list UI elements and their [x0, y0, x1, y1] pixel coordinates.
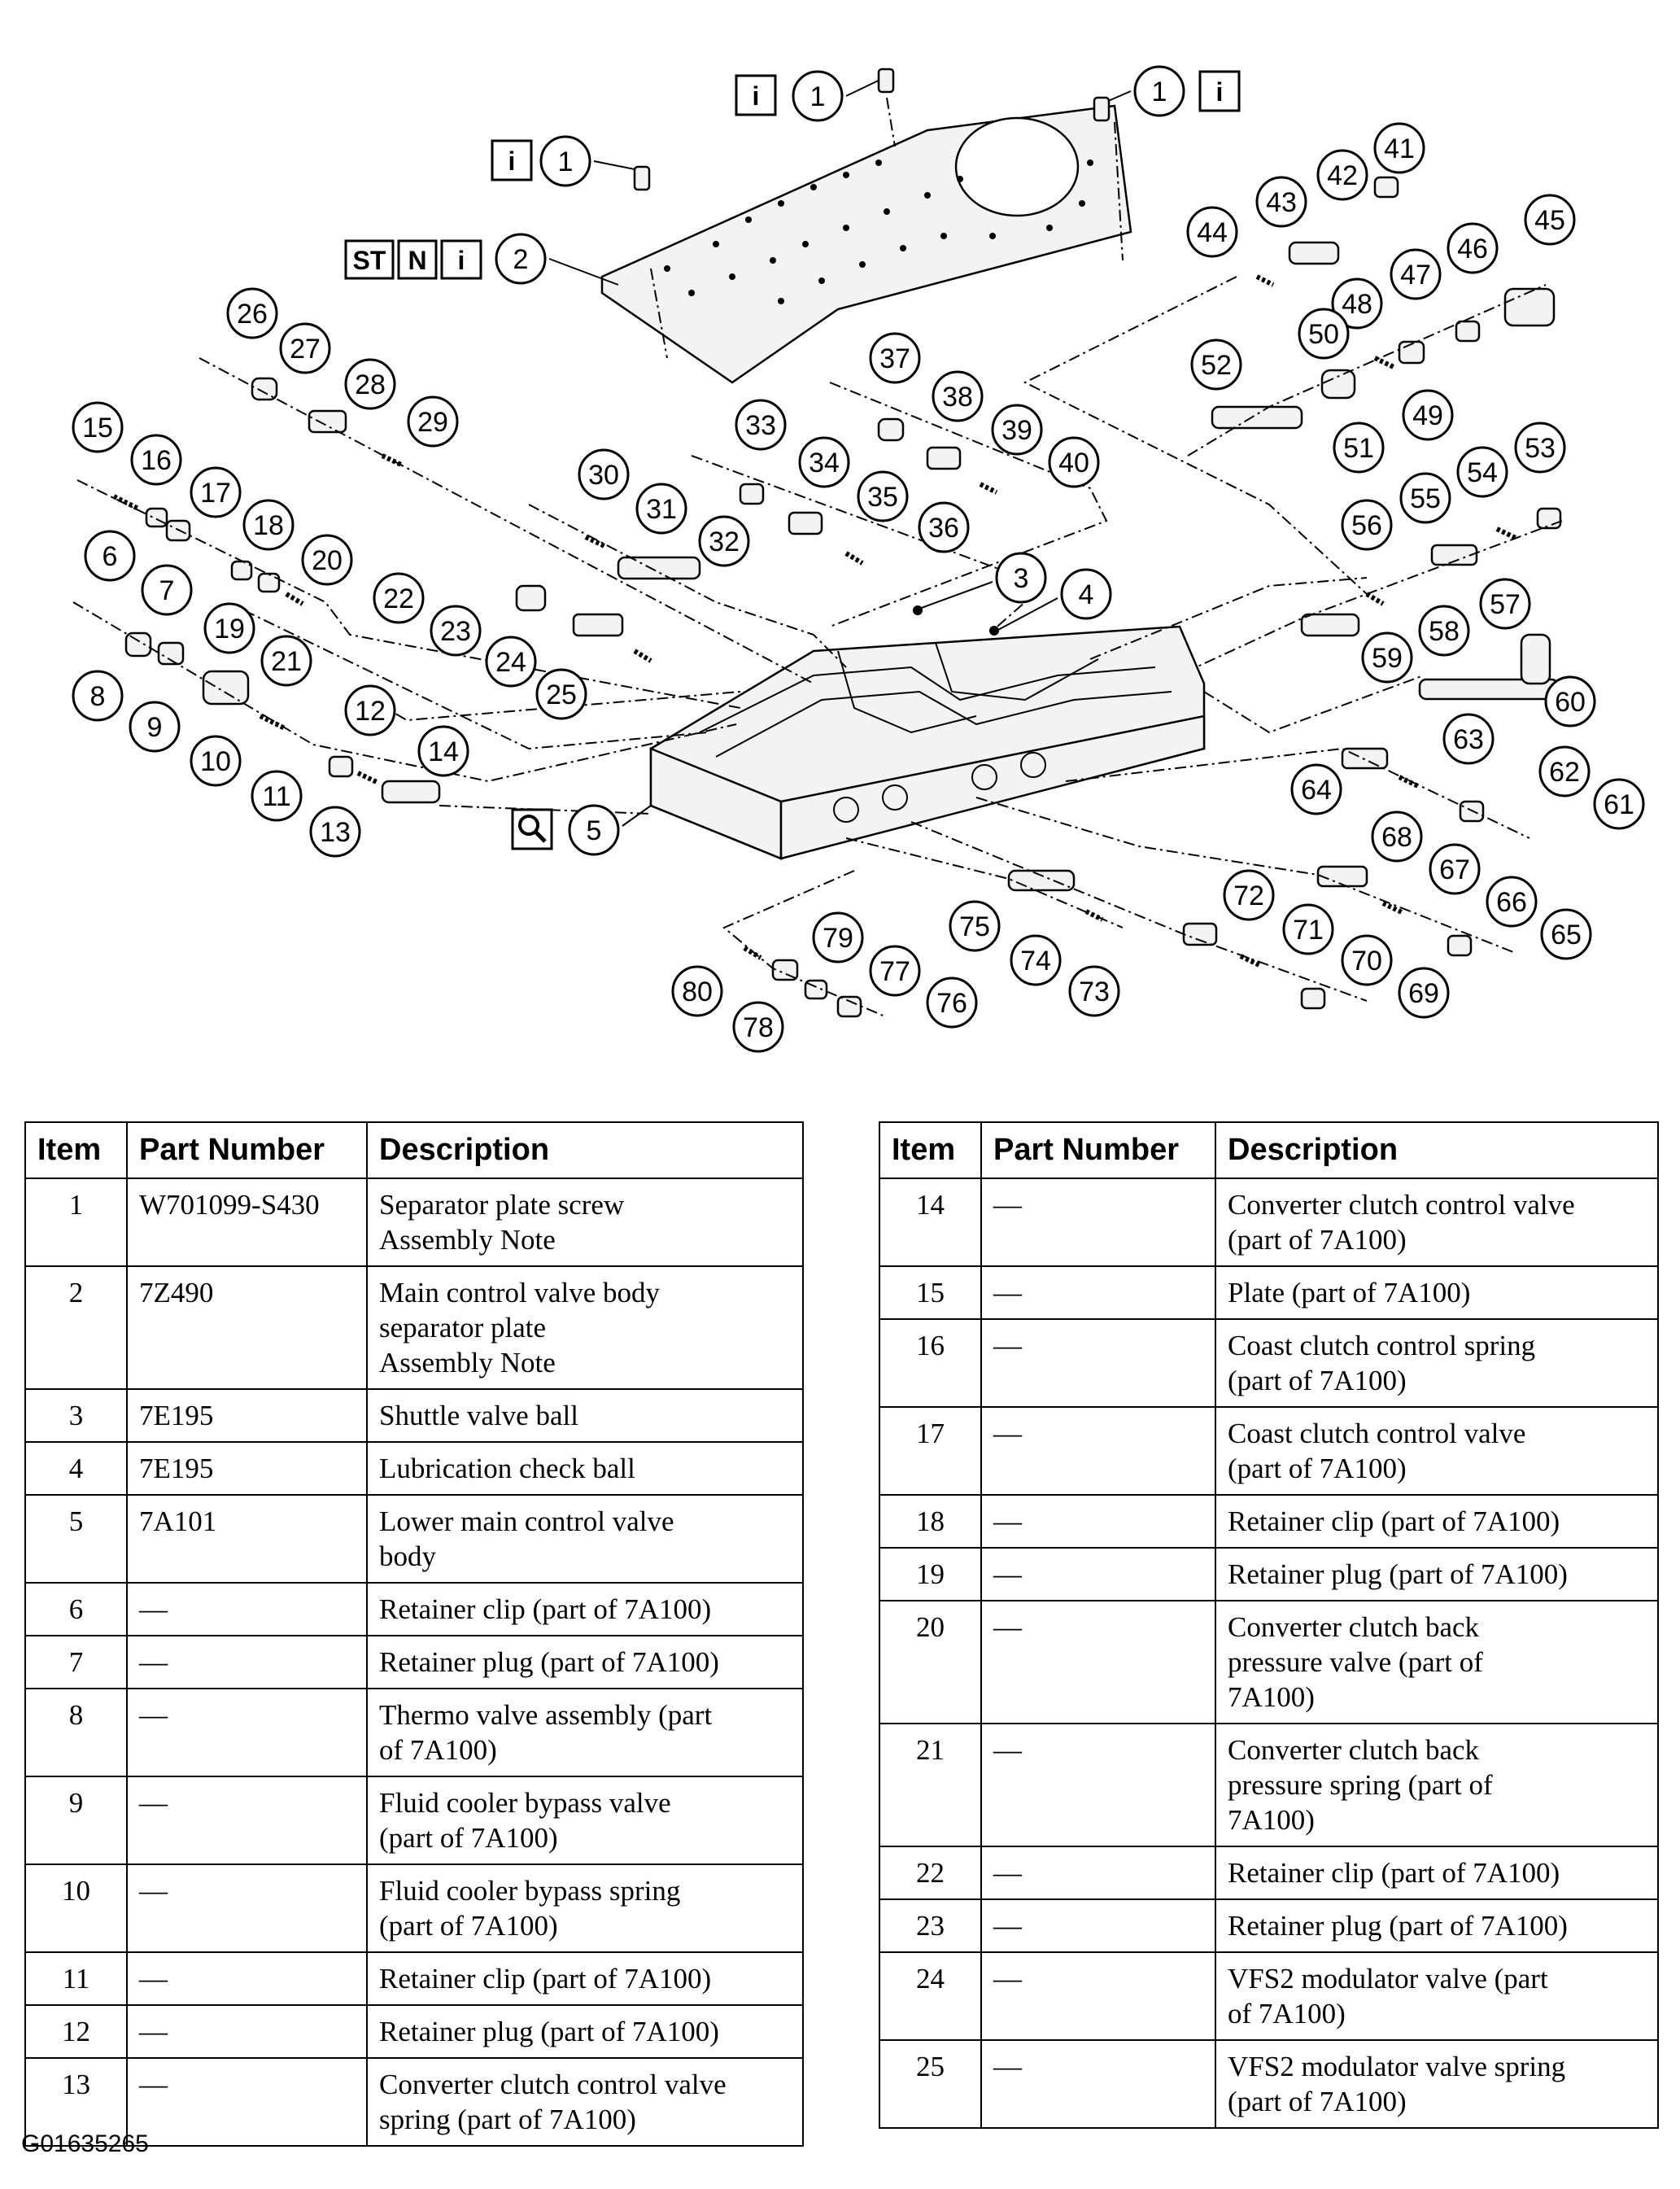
header-part-number: Part Number [127, 1122, 367, 1178]
part-number: — [981, 1548, 1215, 1601]
lubrication-check-ball [989, 626, 999, 636]
description: Main control valve body separator plate Assembly Note [367, 1266, 803, 1389]
svg-text:N: N [408, 246, 427, 275]
callout-60 [1546, 677, 1595, 726]
callout-35 [858, 472, 907, 521]
callout-67 [1430, 845, 1479, 894]
parts-table-left [24, 1121, 804, 2147]
svg-text:1: 1 [1151, 76, 1167, 107]
part-number: — [981, 1724, 1215, 1846]
parts-table-right [879, 1121, 1659, 2129]
callout-30 [579, 450, 628, 499]
svg-text:79: 79 [823, 923, 853, 954]
table-row [25, 1178, 803, 1266]
callout-41 [1375, 124, 1424, 173]
callout-44 [1188, 208, 1237, 256]
svg-text:38: 38 [942, 382, 973, 413]
description: Retainer clip (part of 7A100) [367, 1952, 803, 2005]
svg-text:22: 22 [383, 583, 414, 614]
description: Fluid cooler bypass valve (part of 7A100) [367, 1776, 803, 1864]
callout-32 [700, 517, 748, 566]
svg-text:45: 45 [1534, 205, 1565, 236]
svg-text:44: 44 [1197, 217, 1228, 248]
svg-text:36: 36 [928, 513, 959, 544]
callout-13 [311, 807, 360, 856]
callout-78 [734, 1003, 783, 1051]
callout-55 [1401, 474, 1450, 522]
table-row [879, 1495, 1658, 1548]
table-row [25, 2005, 803, 2058]
part-number: W701099-S430 [127, 1178, 367, 1266]
description: Coast clutch control spring (part of 7A100) [1215, 1319, 1658, 1407]
callout-51 [1334, 423, 1383, 472]
svg-text:70: 70 [1351, 946, 1382, 977]
svg-text:72: 72 [1233, 880, 1264, 911]
item-number: 18 [879, 1495, 981, 1548]
svg-text:30: 30 [588, 460, 619, 491]
part-number: — [981, 1407, 1215, 1495]
description: Plate (part of 7A100) [1215, 1266, 1658, 1319]
item-number: 16 [879, 1319, 981, 1407]
callout-49 [1403, 391, 1452, 439]
callout-61 [1595, 780, 1643, 828]
item-number: 6 [25, 1583, 127, 1636]
description: Retainer clip (part of 7A100) [367, 1583, 803, 1636]
part-number: — [981, 1266, 1215, 1319]
table-row [879, 1407, 1658, 1495]
item-number: 9 [25, 1776, 127, 1864]
callout-8 [73, 671, 122, 720]
description: Retainer plug (part of 7A100) [367, 1636, 803, 1689]
callout-22 [374, 574, 423, 623]
table-row [879, 1846, 1658, 1899]
item-number: 23 [879, 1899, 981, 1952]
item-number: 2 [25, 1266, 127, 1389]
part-number: — [127, 1952, 367, 2005]
description: Converter clutch control valve (part of 7A100) [1215, 1178, 1658, 1266]
table-body [25, 1178, 803, 2146]
callout-79 [814, 913, 862, 962]
assembly-note-icon[interactable] [492, 141, 531, 180]
callout-62 [1540, 747, 1589, 796]
table-row [879, 1266, 1658, 1319]
part-number: 7A101 [127, 1495, 367, 1583]
item-number: 4 [25, 1442, 127, 1495]
part-number: 7E195 [127, 1389, 367, 1442]
svg-text:73: 73 [1079, 977, 1110, 1007]
svg-text:21: 21 [271, 646, 302, 677]
callout-65 [1542, 910, 1591, 959]
svg-text:4: 4 [1078, 579, 1094, 610]
callout-50 [1299, 309, 1348, 358]
assembly-note-icon[interactable] [442, 241, 481, 278]
svg-text:11: 11 [262, 781, 291, 812]
assembly-note-icon[interactable] [1200, 72, 1239, 111]
description: Thermo valve assembly (part of 7A100) [367, 1689, 803, 1776]
table-row [25, 1776, 803, 1864]
svg-text:66: 66 [1496, 887, 1527, 918]
item-number: 8 [25, 1689, 127, 1776]
part-number: 7Z490 [127, 1266, 367, 1389]
svg-text:31: 31 [646, 494, 677, 525]
description: Retainer plug (part of 7A100) [1215, 1899, 1658, 1952]
svg-text:9: 9 [146, 712, 163, 743]
table-row [25, 1583, 803, 1636]
table-row [25, 1389, 803, 1442]
part-number: — [981, 1846, 1215, 1899]
callout-75 [950, 902, 999, 950]
callout-56 [1342, 500, 1391, 549]
table-row [25, 1952, 803, 2005]
table-row [879, 1724, 1658, 1846]
callout-54 [1458, 448, 1507, 496]
svg-text:33: 33 [745, 410, 776, 441]
svg-text:74: 74 [1020, 946, 1051, 977]
callout-29 [408, 397, 457, 446]
item-number: 12 [25, 2005, 127, 2058]
callout-3 [997, 553, 1045, 602]
callout-52 [1192, 340, 1241, 389]
callout-42 [1318, 151, 1367, 199]
callout-70 [1342, 936, 1391, 985]
callout-21 [262, 636, 311, 685]
item-number: 20 [879, 1601, 981, 1724]
description: Converter clutch control valve spring (part of 7A100) [367, 2058, 803, 2146]
table-header-row [25, 1122, 803, 1178]
part-number: — [981, 1495, 1215, 1548]
svg-text:ST: ST [352, 246, 386, 275]
description: Retainer clip (part of 7A100) [1215, 1495, 1658, 1548]
header-item: Item [879, 1122, 981, 1178]
callout-66 [1487, 877, 1536, 926]
callout-14 [419, 727, 468, 776]
callout-23 [431, 606, 480, 655]
svg-text:i: i [1215, 77, 1224, 107]
svg-text:76: 76 [936, 988, 967, 1019]
item-number: 22 [879, 1846, 981, 1899]
svg-text:63: 63 [1453, 724, 1484, 755]
svg-text:10: 10 [200, 746, 231, 777]
item-number: 5 [25, 1495, 127, 1583]
table-row [879, 1952, 1658, 2040]
header-description: Description [367, 1122, 803, 1178]
item-number: 11 [25, 1952, 127, 2005]
svg-text:69: 69 [1408, 978, 1439, 1009]
shuttle-valve-ball [913, 605, 923, 615]
table-row [25, 1442, 803, 1495]
svg-text:42: 42 [1327, 160, 1358, 191]
svg-text:50: 50 [1308, 319, 1339, 350]
part-number: — [981, 1601, 1215, 1724]
assembly-note-icon[interactable] [736, 76, 775, 115]
description: Converter clutch back pressure valve (part of 7A100) [1215, 1601, 1658, 1724]
callout-43 [1257, 177, 1306, 226]
svg-text:46: 46 [1457, 234, 1488, 264]
description: VFS2 modulator valve spring (part of 7A100) [1215, 2040, 1658, 2128]
callout-39 [993, 405, 1041, 454]
svg-text:28: 28 [355, 369, 386, 400]
svg-text:43: 43 [1266, 187, 1297, 218]
callout-1 [1135, 67, 1184, 116]
svg-text:17: 17 [200, 478, 231, 509]
item-number: 7 [25, 1636, 127, 1689]
svg-text:40: 40 [1058, 448, 1089, 478]
item-number: 21 [879, 1724, 981, 1846]
callout-77 [871, 946, 919, 995]
callout-45 [1525, 195, 1574, 244]
callout-74 [1011, 936, 1060, 985]
table-row [879, 1178, 1658, 1266]
svg-text:51: 51 [1343, 433, 1374, 464]
part-number: — [127, 2005, 367, 2058]
item-number: 19 [879, 1548, 981, 1601]
figure-code: G01635265 [21, 2130, 149, 2157]
description: Separator plate screw Assembly Note [367, 1178, 803, 1266]
magnifier-icon[interactable] [513, 810, 552, 849]
item-number: 17 [879, 1407, 981, 1495]
callout-37 [871, 334, 919, 382]
table-row [25, 1689, 803, 1776]
svg-text:71: 71 [1293, 915, 1324, 946]
callout-5 [569, 806, 618, 854]
part-number: — [981, 1952, 1215, 2040]
callout-9 [130, 702, 179, 751]
svg-text:49: 49 [1412, 400, 1443, 431]
svg-text:23: 23 [440, 616, 471, 647]
callout-24 [487, 637, 535, 686]
part-number: — [127, 2058, 367, 2146]
item-number: 25 [879, 2040, 981, 2128]
table-row [25, 1636, 803, 1689]
svg-text:61: 61 [1604, 789, 1634, 820]
svg-text:39: 39 [1001, 415, 1032, 446]
callout-73 [1070, 967, 1119, 1016]
header-part-number: Part Number [981, 1122, 1215, 1178]
svg-text:67: 67 [1439, 854, 1470, 885]
part-number: — [127, 1689, 367, 1776]
svg-text:3: 3 [1013, 563, 1029, 594]
separator-plate [602, 106, 1131, 382]
callout-33 [736, 400, 785, 449]
svg-text:56: 56 [1351, 510, 1382, 541]
table-row [879, 1899, 1658, 1952]
svg-text:14: 14 [428, 736, 459, 767]
callout-6 [85, 531, 134, 580]
item-number: 15 [879, 1266, 981, 1319]
table-body [879, 1178, 1658, 2128]
callout-46 [1448, 224, 1497, 273]
svg-text:20: 20 [312, 545, 343, 576]
svg-text:2: 2 [513, 244, 529, 275]
svg-text:68: 68 [1381, 822, 1412, 853]
part-number: — [981, 2040, 1215, 2128]
exploded-valve-body-diagram [0, 0, 1680, 1058]
svg-text:16: 16 [141, 445, 172, 476]
svg-text:58: 58 [1429, 616, 1460, 647]
item-number: 13 [25, 2058, 127, 2146]
svg-text:i: i [457, 246, 465, 275]
callout-76 [927, 978, 976, 1027]
callout-17 [191, 468, 240, 517]
svg-text:60: 60 [1555, 687, 1586, 718]
svg-text:7: 7 [159, 575, 175, 606]
callout-31 [637, 484, 686, 533]
callout-4 [1062, 570, 1111, 618]
callout-58 [1420, 606, 1468, 655]
callout-57 [1481, 579, 1529, 628]
special-tool-icon[interactable] [346, 241, 393, 278]
callout-69 [1399, 968, 1448, 1017]
callout-34 [800, 438, 849, 487]
table-header-row [879, 1122, 1658, 1178]
callout-59 [1363, 633, 1412, 682]
table-row [879, 2040, 1658, 2128]
callout-26 [228, 289, 277, 338]
svg-text:5: 5 [586, 815, 602, 846]
description: Coast clutch control valve (part of 7A100) [1215, 1407, 1658, 1495]
item-number: 10 [25, 1864, 127, 1952]
callout-18 [244, 500, 293, 549]
part-number: — [981, 1178, 1215, 1266]
part-number: — [981, 1899, 1215, 1952]
callout-71 [1284, 905, 1333, 954]
svg-text:1: 1 [809, 81, 826, 112]
callout-27 [281, 324, 329, 373]
header-description: Description [1215, 1122, 1658, 1178]
callout-80 [673, 967, 722, 1016]
svg-text:65: 65 [1551, 920, 1582, 950]
svg-text:78: 78 [743, 1012, 774, 1043]
callout-16 [132, 435, 181, 484]
table-row [25, 1266, 803, 1389]
part-number: — [127, 1864, 367, 1952]
header-item: Item [25, 1122, 127, 1178]
table-row [879, 1601, 1658, 1724]
svg-text:77: 77 [879, 956, 910, 987]
callout-68 [1372, 812, 1421, 861]
svg-text:29: 29 [417, 407, 448, 438]
svg-text:37: 37 [879, 343, 910, 374]
description: VFS2 modulator valve (part of 7A100) [1215, 1952, 1658, 2040]
svg-text:i: i [752, 81, 760, 111]
callout-7 [142, 566, 191, 614]
svg-text:32: 32 [709, 526, 740, 557]
description: Retainer plug (part of 7A100) [1215, 1548, 1658, 1601]
callout-53 [1516, 423, 1564, 472]
svg-text:15: 15 [82, 413, 113, 443]
item-number: 14 [879, 1178, 981, 1266]
svg-text:35: 35 [867, 482, 898, 513]
svg-text:47: 47 [1400, 260, 1431, 291]
svg-text:6: 6 [102, 541, 118, 572]
item-number: 24 [879, 1952, 981, 2040]
svg-text:26: 26 [237, 299, 268, 330]
callout-11 [252, 771, 301, 820]
table-row [25, 1864, 803, 1952]
lower-valve-body [651, 627, 1204, 859]
svg-text:8: 8 [89, 681, 106, 712]
description: Fluid cooler bypass spring (part of 7A100) [367, 1864, 803, 1952]
svg-text:12: 12 [355, 696, 386, 727]
description: Retainer clip (part of 7A100) [1215, 1846, 1658, 1899]
callout-15 [73, 403, 122, 452]
table-row [879, 1319, 1658, 1407]
svg-text:55: 55 [1410, 483, 1441, 514]
callout-10 [191, 736, 240, 785]
table-row [25, 1495, 803, 1583]
part-number: 7E195 [127, 1442, 367, 1495]
callout-2 [496, 234, 545, 283]
svg-text:64: 64 [1301, 775, 1332, 806]
callout-36 [919, 503, 968, 552]
svg-text:34: 34 [809, 448, 840, 478]
description: Lower main control valve body [367, 1495, 803, 1583]
svg-text:27: 27 [290, 334, 321, 365]
callout-28 [346, 360, 395, 409]
callout-40 [1049, 438, 1098, 487]
part-number: — [981, 1319, 1215, 1407]
svg-text:1: 1 [557, 146, 574, 177]
svg-text:57: 57 [1490, 589, 1521, 620]
callout-38 [933, 372, 982, 421]
description: Lubrication check ball [367, 1442, 803, 1495]
callout-72 [1224, 871, 1273, 920]
callout-63 [1444, 714, 1493, 763]
item-number: 1 [25, 1178, 127, 1266]
svg-text:18: 18 [253, 510, 284, 541]
callout-47 [1391, 250, 1440, 299]
svg-text:13: 13 [320, 817, 351, 848]
svg-text:52: 52 [1201, 350, 1232, 381]
description: Shuttle valve ball [367, 1389, 803, 1442]
svg-text:i: i [508, 146, 516, 176]
svg-text:53: 53 [1525, 433, 1556, 464]
svg-text:75: 75 [959, 911, 990, 942]
callout-1 [793, 72, 842, 120]
svg-text:19: 19 [214, 614, 245, 644]
description: Converter clutch back pressure spring (part of 7A100) [1215, 1724, 1658, 1846]
table-row [879, 1548, 1658, 1601]
callout-64 [1292, 765, 1341, 814]
svg-text:54: 54 [1467, 457, 1498, 488]
svg-text:24: 24 [495, 647, 526, 678]
callout-19 [205, 604, 254, 653]
svg-text:62: 62 [1549, 757, 1580, 788]
callout-20 [303, 535, 351, 584]
callout-12 [346, 686, 395, 735]
svg-text:25: 25 [546, 679, 577, 710]
svg-text:59: 59 [1372, 643, 1403, 674]
description: Retainer plug (part of 7A100) [367, 2005, 803, 2058]
svg-text:48: 48 [1342, 289, 1372, 320]
callout-25 [537, 670, 586, 719]
part-number: — [127, 1776, 367, 1864]
item-number: 3 [25, 1389, 127, 1442]
callout-1 [541, 137, 590, 186]
svg-text:80: 80 [682, 977, 713, 1007]
part-number: — [127, 1583, 367, 1636]
new-part-icon[interactable] [399, 241, 436, 278]
svg-text:41: 41 [1384, 133, 1415, 164]
part-number: — [127, 1636, 367, 1689]
